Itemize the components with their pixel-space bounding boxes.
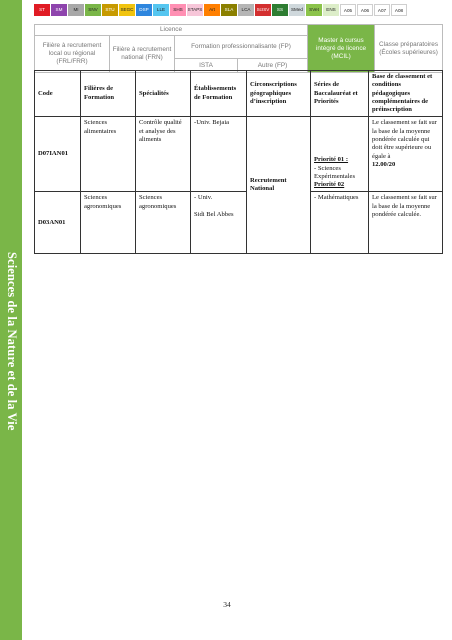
tab-a08[interactable]: A08 [391, 4, 407, 16]
tab-dsp[interactable]: DSP [136, 4, 152, 16]
ista-header: ISTA [175, 59, 238, 73]
tab-segc[interactable]: SEGC [119, 4, 135, 16]
tab-a05[interactable]: A05 [340, 4, 356, 16]
col-code: Code [35, 71, 81, 117]
tab-sm[interactable]: SM [51, 4, 67, 16]
table-row [35, 192, 443, 254]
row-base-min: 12.00/20 [372, 160, 396, 168]
row-etablissement-line2: Sidi Bel Abbes [194, 210, 234, 218]
row-base: Le classement se fait sur la base de la moyenne pondérée calculée. [369, 192, 443, 254]
tab-shs[interactable]: SHS [170, 4, 186, 16]
tab-mi[interactable]: MI [68, 4, 84, 16]
row-filiere: Sciences agronomiques [81, 192, 136, 254]
priorite-1-series: - Sciences Expérimentales [314, 164, 356, 180]
tab-sla[interactable]: SLA [221, 4, 237, 16]
row-code: D07IAN01 [35, 117, 81, 192]
autre-fp-header: Autre (FP) [238, 59, 308, 73]
tab-lca[interactable]: LCA [238, 4, 254, 16]
frn-header: Filière à recrutement national (FRN) [110, 36, 175, 73]
fp-header: Formation professionnalisante (FP) [175, 36, 308, 59]
side-label: Sciences de la Nature et de la Vie [5, 252, 19, 431]
tab-stu[interactable]: STU [102, 4, 118, 16]
circonscription-cell: Recrutement National [247, 117, 311, 254]
formation-type-header [34, 24, 443, 73]
tab-ens[interactable]: ENS [323, 4, 339, 16]
domain-tabs [34, 4, 408, 16]
tab-svet[interactable]: SVet [306, 4, 322, 16]
row-specialite: Contrôle qualité et analyse des aliments [136, 117, 191, 192]
page-number: 34 [223, 600, 231, 609]
tab-a07[interactable]: A07 [374, 4, 390, 16]
row-etablissement-line1: - Univ. [194, 194, 213, 202]
priorite-1-cell [311, 117, 369, 192]
col-base: Base de classement et conditions pédagogiques complémentaires de préinscription [369, 71, 443, 117]
row-etablissement: -Univ. Bejaia [191, 117, 247, 192]
row-specialite: Sciences agronomiques [136, 192, 191, 254]
col-circonscriptions: Circonscriptions géographiques d’inscription [247, 71, 311, 117]
col-etablissements: Établissements de Formation [191, 71, 247, 117]
tab-lle[interactable]: LLE [153, 4, 169, 16]
priorite-1-label: Priorité 01 : [314, 156, 349, 164]
row-base [369, 117, 443, 192]
formation-table [34, 70, 443, 254]
col-filieres: Filières de Formation [81, 71, 136, 117]
tab-smed[interactable]: SMed [289, 4, 305, 16]
row-etablissement [191, 192, 247, 254]
row-base-text: Le classement se fait sur la base de la moyenne pondérée calculée qui doit être supérieure ou égale à [372, 119, 437, 160]
col-series: Séries de Baccalauréat et Priorités [311, 71, 369, 117]
tab-snv[interactable]: SNV [85, 4, 101, 16]
tab-a06[interactable]: A06 [357, 4, 373, 16]
tab-staps[interactable]: STAPS [187, 4, 203, 16]
col-specialites: Spécialités [136, 71, 191, 117]
side-band [0, 0, 22, 640]
priorite-2-cell: - Mathématiques [311, 192, 369, 254]
tab-art[interactable]: Art [204, 4, 220, 16]
tab-st[interactable]: ST [34, 4, 50, 16]
tab-scisv[interactable]: ScISV [255, 4, 271, 16]
frl-header: Filière à recrutement local ou régional (FRL/FRR) [35, 36, 110, 73]
table-row [35, 117, 443, 192]
tab-ss[interactable]: SS [272, 4, 288, 16]
priorite-2-label: Priorité 02 [314, 181, 345, 189]
row-code: D03AN01 [35, 192, 81, 254]
licence-header: Licence [35, 25, 308, 36]
mcil-header: Master à cursus intégré de licence (MCIL) [308, 25, 375, 73]
classes-preparatoires-header: Classe préparatoires (Écoles supérieures) [375, 25, 443, 73]
row-filiere: Sciences alimentaires [81, 117, 136, 192]
